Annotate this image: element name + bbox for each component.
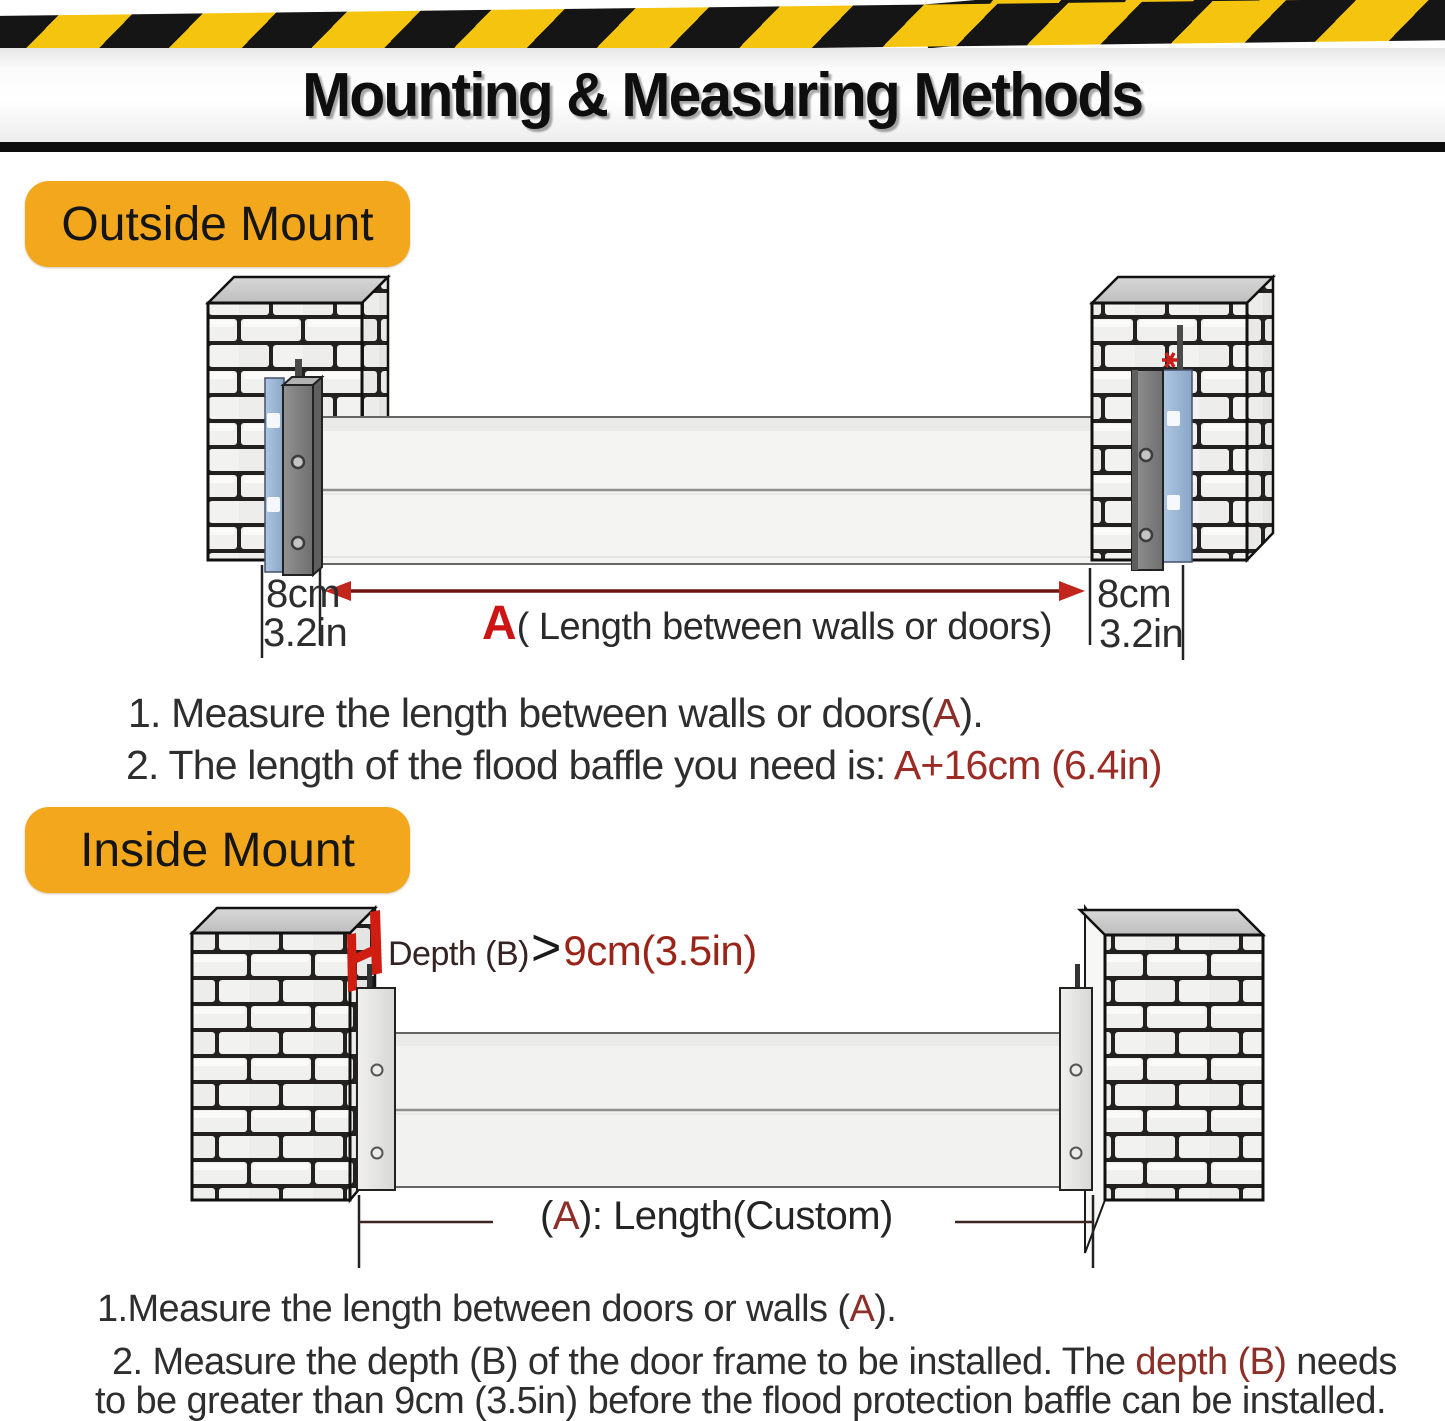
anchor-pin <box>1177 325 1183 370</box>
screw-hole <box>1140 449 1152 461</box>
screw-hole <box>292 456 304 468</box>
screw-hole <box>372 1065 383 1076</box>
inside-mount-label-text: Inside Mount <box>80 823 355 877</box>
left-dim-in: 3.2in <box>263 611 348 655</box>
length-a-letter: A <box>482 597 517 650</box>
title-band <box>0 48 1445 142</box>
screw-hole <box>1140 529 1152 541</box>
inside-left-mounting-channel <box>357 964 395 1190</box>
greater-than-sign: > <box>531 919 562 977</box>
left-dim-cm: 8cm <box>266 572 341 616</box>
inside-right-mounting-channel <box>1060 964 1092 1190</box>
header-divider-bar <box>0 142 1445 152</box>
length-a-annotation <box>482 596 1052 651</box>
outside-step-1: 1. Measure the length between walls or doors(A). <box>128 690 983 736</box>
anchor-pin <box>367 964 372 990</box>
inside-step-1: 1.Measure the length between doors or walls (A). <box>97 1288 897 1330</box>
outside-left-mounting-channel <box>265 359 322 575</box>
inside-step-2-line1: 2. Measure the depth (B) of the door frame to be installed. The depth (B) needs <box>112 1341 1397 1383</box>
outside-step-2: 2. The length of the flood baffle you need is: A+16cm (6.4in) <box>126 742 1162 788</box>
depth-annotation <box>388 918 757 978</box>
screw-hole <box>372 1148 383 1159</box>
flood-barrier-panels-inside <box>395 1033 1060 1187</box>
depth-value: 9cm(3.5in) <box>563 927 757 974</box>
length-a-text: ( Length between walls or doors) <box>516 606 1052 648</box>
page-title: Mounting & Measuring Methods <box>302 60 1143 130</box>
length-custom-annotation: (A): Length(Custom) <box>540 1194 893 1238</box>
screw-hole <box>1071 1065 1082 1076</box>
inside-step-2-line2: to be greater than 9cm (3.5in) before the flood protection baffle can be installed. <box>95 1380 1386 1421</box>
screw-hole <box>1071 1148 1082 1159</box>
screw-hole <box>292 537 304 549</box>
flood-barrier-panels <box>322 417 1132 564</box>
inside-mount-label <box>25 807 410 893</box>
outside-mount-label <box>25 181 410 267</box>
right-dim-cm: 8cm <box>1097 572 1172 616</box>
anchor-pin <box>1075 964 1080 990</box>
depth-label: Depth (B) <box>388 935 529 973</box>
inside-right-brick-pillar <box>1080 907 1263 1253</box>
outside-mount-label-text: Outside Mount <box>61 197 374 251</box>
right-dim-in: 3.2in <box>1099 612 1184 656</box>
